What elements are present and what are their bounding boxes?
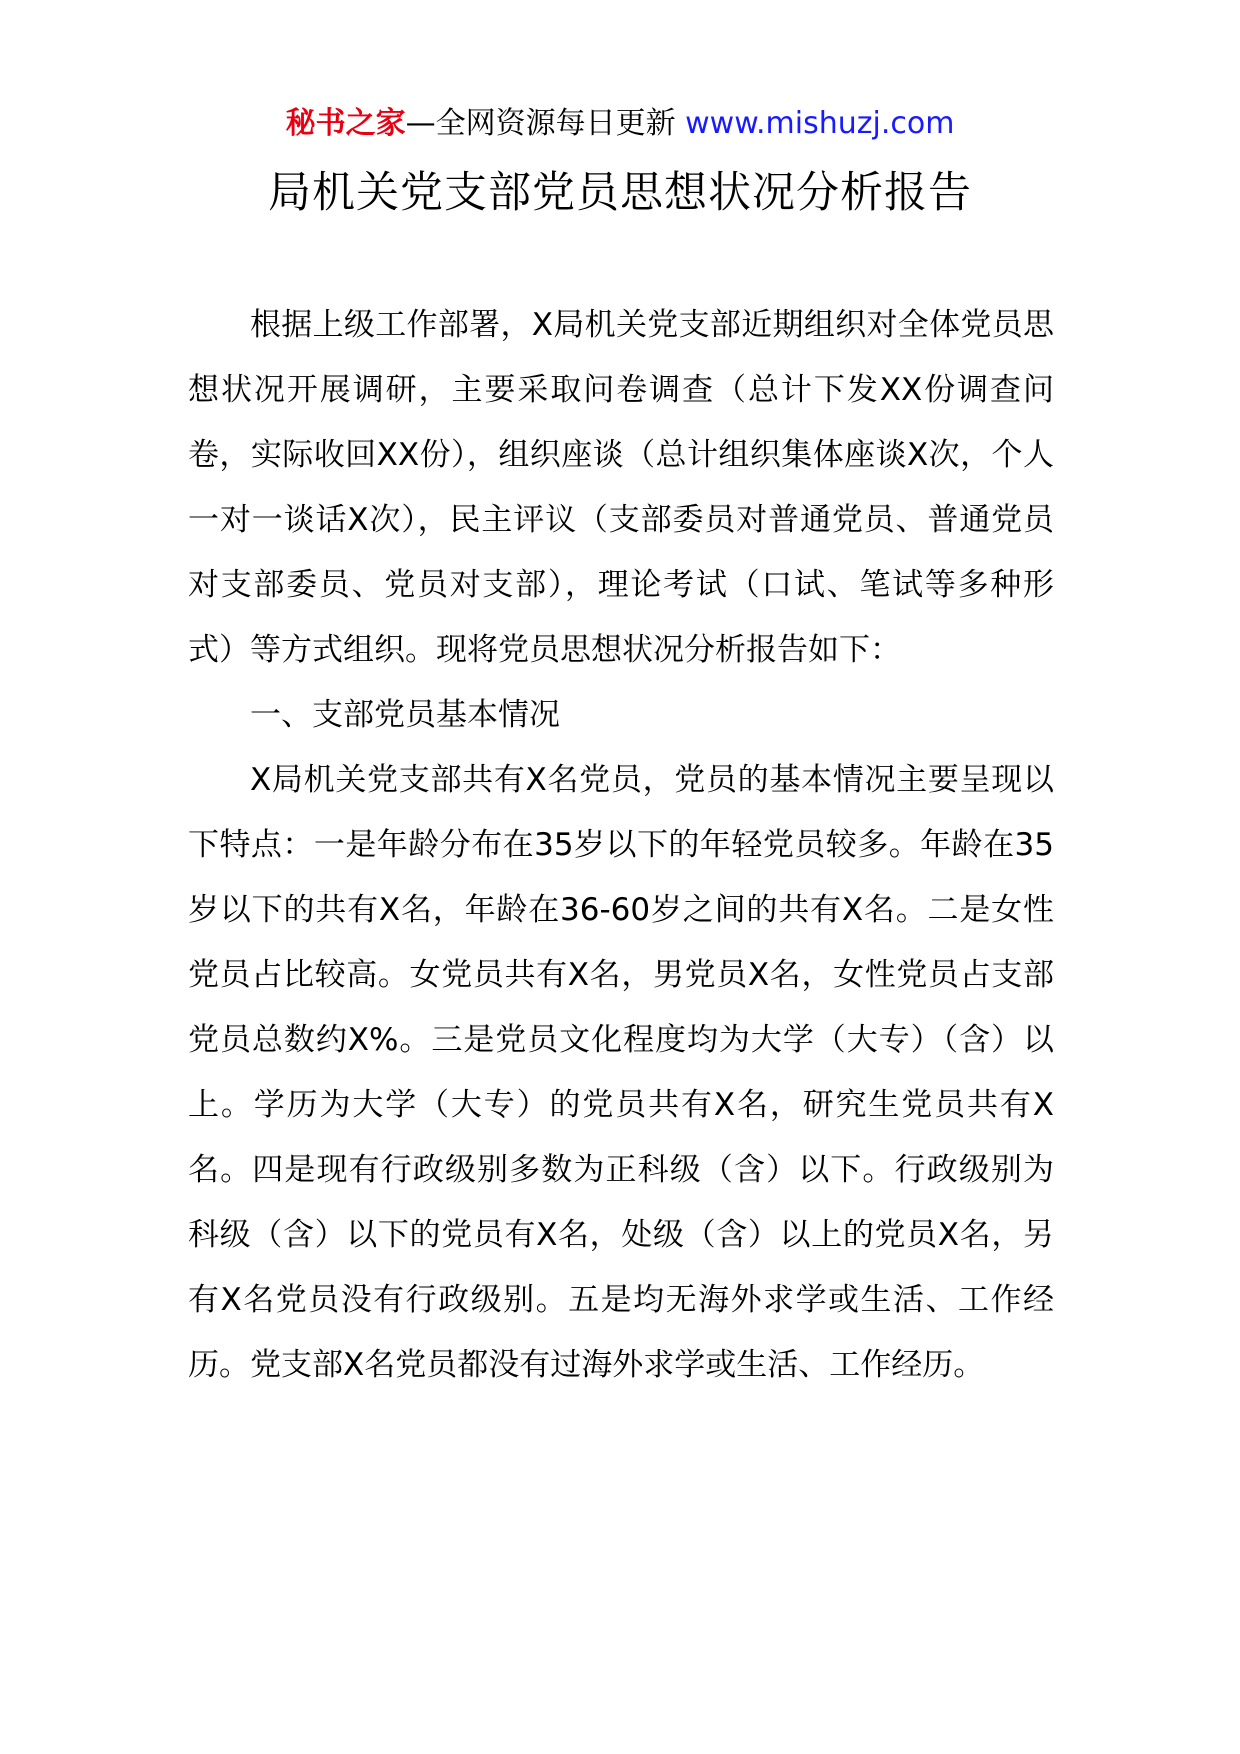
header-tagline: —全网资源每日更新: [405, 106, 676, 141]
site-url-link[interactable]: www.mishuzj.com: [685, 106, 955, 141]
site-header: [0, 104, 1240, 144]
section-heading: 一、支部党员基本情况: [250, 697, 560, 733]
brand-name: 秘书之家: [285, 106, 406, 141]
document-body: [188, 293, 1054, 1398]
document-title: 局机关党支部党员思想状况分析报告: [268, 168, 972, 218]
intro-paragraph: 根据上级工作部署，X局机关党支部近期组织对全体党员思想状况开展调研，主要采取问卷调查（总计下发XX份调查问卷，实际收回XX份），组织座谈（总计组织集体座谈X次，个人一对一谈话X次），民主评议（支部委员对普通党员、普通党员对支部委员、党员对支部），理论考试（口试、笔试等多种形式）等方式组织。现将党员思想状况分析报告如下：: [188, 307, 1054, 668]
body-paragraph: X局机关党支部共有X名党员，党员的基本情况主要呈现以下特点：一是年龄分布在35岁以下的年轻党员较多。年龄在35岁以下的共有X名，年龄在36-60岁之间的共有X名。二是女性党员占比较高。女党员共有X名，男党员X名，女性党员占支部党员总数约X%。三是党员文化程度均为大学（大专）（含）以上。学历为大学（大专）的党员共有X名，研究生党员共有X名。四是现有行政级别多数为正科级（含）以下。行政级别为科级（含）以下的党员有X名，处级（含）以上的党员X名，另有X名党员没有行政级别。五是均无海外求学或生活、工作经历。党支部X名党员都没有过海外求学或生活、工作经历。: [188, 762, 1054, 1383]
